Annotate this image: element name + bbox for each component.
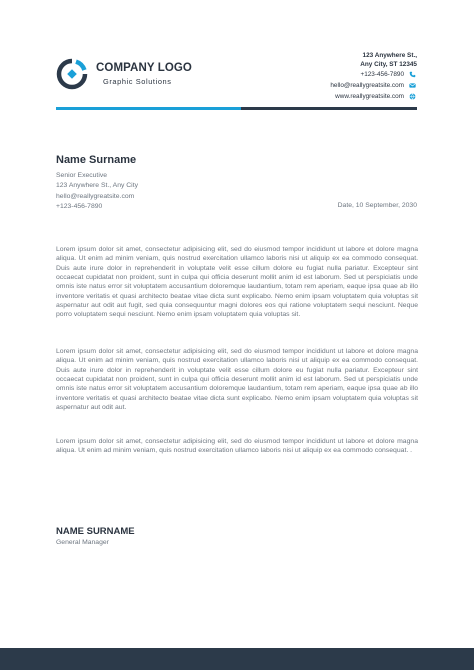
company-logo-title: COMPANY LOGO bbox=[96, 62, 192, 74]
sender-address: 123 Anywhere St., Any City bbox=[56, 182, 138, 190]
company-logo-icon bbox=[56, 58, 88, 90]
header-dark-rule bbox=[241, 107, 417, 110]
header-website-text[interactable]: www.reallygreatsite.com bbox=[335, 93, 404, 100]
signature-name: NAME SURNAME bbox=[56, 526, 135, 537]
footer-bar bbox=[0, 648, 474, 670]
sender-email[interactable]: hello@reallygreatsite.com bbox=[56, 192, 135, 200]
phone-icon bbox=[409, 71, 416, 78]
address-line-1: 123 Anywhere St., bbox=[362, 52, 417, 59]
sender-phone: +123-456-7890 bbox=[56, 203, 103, 211]
company-address bbox=[360, 51, 417, 69]
sender-title: Senior Executive bbox=[56, 172, 108, 179]
header-website bbox=[335, 93, 416, 100]
header-phone-text: +123-456-7890 bbox=[360, 71, 404, 78]
header-email-text[interactable]: hello@reallygreatsite.com bbox=[330, 82, 404, 89]
sender-name: Name Surname bbox=[56, 154, 137, 166]
body-paragraph-3: Lorem ipsum dolor sit amet, consectetur adipisicing elit, sed do eiusmod tempor incididunt ut labore et dolore magna aliqua. Ut enim ad minim veniam, quis nostrud exercitation ullamco laboris nisi ut aliquip ex ea commodo consequat. . bbox=[56, 438, 418, 455]
web-icon bbox=[409, 93, 416, 100]
sender-details bbox=[56, 171, 138, 213]
body-paragraph-2: Lorem ipsum dolor sit amet, consectetur adipisicing elit, sed do eiusmod tempor incididunt ut labore et dolore magna aliqua. Ut enim ad minim veniam, quis nostrud exercitation ullamco laboris nisi ut aliquip ex ea commodo consequat. Duis aute irure dolor in reprehenderit in voluptate velit esse cillum dolore eu fugiat nulla pariatur. Excepteur sint occaecat cupidatat non proident, sunt in culpa qui officia deserunt mollit anim id est laborum. Sed ut perspiciatis unde omnis iste natus error sit voluptatem accusantium doloremque laudantium, totam rem aperiam, eaque ipsa quae ab illo inventore veritatis et quasi architecto beatae vitae dicta sunt explicabo. Nemo enim ipsam voluptatem quia voluptas sit aspernatur aut odit aut. bbox=[56, 348, 418, 412]
company-logo-subtitle: Graphic Solutions bbox=[103, 77, 172, 86]
header-email bbox=[330, 82, 416, 89]
address-line-2: Any City, ST 12345 bbox=[360, 61, 417, 68]
letter-date: Date, 10 September, 2030 bbox=[337, 202, 417, 209]
signature-title: General Manager bbox=[56, 539, 109, 546]
header-accent-rule bbox=[56, 107, 241, 110]
header-phone bbox=[360, 71, 416, 78]
body-paragraph-1: Lorem ipsum dolor sit amet, consectetur adipisicing elit, sed do eiusmod tempor incididunt ut labore et dolore magna aliqua. Ut enim ad minim veniam, quis nostrud exercitation ullamco laboris nisi ut aliquip ex ea commodo consequat. Duis aute irure dolor in reprehenderit in voluptate velit esse cillum dolore eu fugiat nulla pariatur. Excepteur sint occaecat cupidatat non proident, sunt in culpa qui officia deserunt mollit anim id est laborum. Sed ut perspiciatis unde omnis iste natus error sit voluptatem accusantium doloremque laudantium, totam rem aperiam, eaque ipsa quae ab illo inventore veritatis et quasi architecto beatae vitae dicta sunt explicabo. Nemo enim ipsam voluptatem quia voluptas sit aspernatur aut odit aut fugit, sed quia consequuntur magni dolores eos qui ratione voluptatem sequi nesciunt. Neque porro voluptatem sequi nesciunt. Nemo enim ipsam voluptatem quia voluptas sit. bbox=[56, 246, 418, 319]
email-icon bbox=[409, 82, 416, 89]
